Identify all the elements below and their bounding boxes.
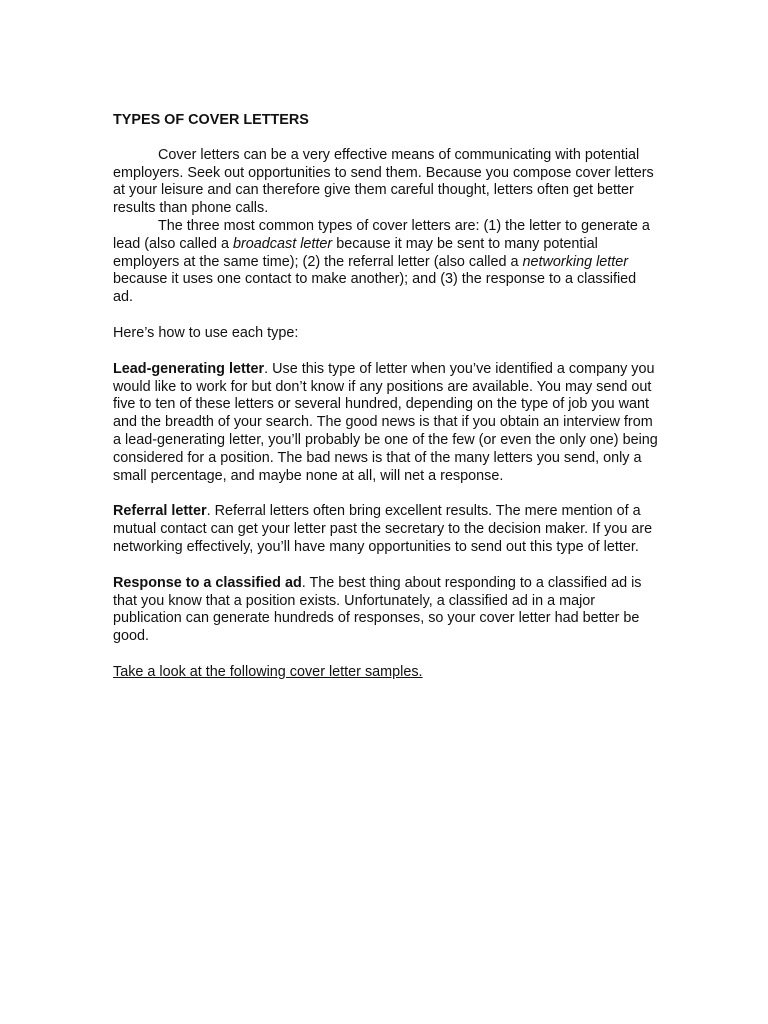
classified-ad-paragraph xyxy=(113,575,658,646)
types-text-part3: because it uses one contact to make another); and (3) the response to a classified ad. xyxy=(113,271,637,306)
referral-paragraph xyxy=(113,503,658,556)
referral-text: . Referral letters often bring excellent results. The mere mention of a mutual contact can get your letter past the secretary to the decision maker. If you are networking effectively, you’ll have many opportunities to send out this type of letter. xyxy=(113,503,653,555)
document-page xyxy=(113,112,658,682)
intro-paragraph: Cover letters can be a very effective means of communicating with potential employers. Seek out opportunities to send them. Because you compose cover letters at your leisure and can therefore give them careful thought, letters often get better results than phone calls. xyxy=(113,146,654,217)
samples-link[interactable]: Take a look at the following cover letter samples. xyxy=(113,663,423,680)
lead-generating-term: Lead-generating letter xyxy=(113,360,265,377)
classified-ad-text: . The best thing about responding to a classified ad is that you know that a position exists. Unfortunately, a classified ad in a major publication can generate hundreds of responses, so your cover letter had better be good. xyxy=(113,574,642,645)
types-text-italic-broadcast: broadcast letter xyxy=(233,235,333,252)
types-text-part1: The three most common types of cover letters are: (1) the letter to generate a lead (also called a xyxy=(113,217,650,252)
types-text-italic-networking: networking letter xyxy=(522,253,629,270)
referral-term: Referral letter xyxy=(113,503,207,520)
lead-generating-text: . Use this type of letter when you’ve identified a company you would like to work for but don’t know if any positions are available. You may send out five to ten of these letters or several hundred, depending on the type of job you want and the breadth of your search. The good news is that if you obtain an interview from a lead-generating letter, you’ll probably be one of the few (or even the only one) being considered for a position. The bad news is that of the many letters you send, only a small percentage, and maybe none at all, will net a response. xyxy=(113,360,658,484)
document-title: TYPES OF COVER LETTERS xyxy=(113,112,309,128)
classified-ad-term: Response to a classified ad xyxy=(113,574,302,591)
how-to-paragraph: Here’s how to use each type: xyxy=(113,324,299,341)
lead-generating-paragraph xyxy=(113,361,658,486)
types-paragraph xyxy=(113,218,658,307)
types-text-part2: because it may be sent to many potential employers at the same time); (2) the referral letter (also called a xyxy=(113,235,598,270)
